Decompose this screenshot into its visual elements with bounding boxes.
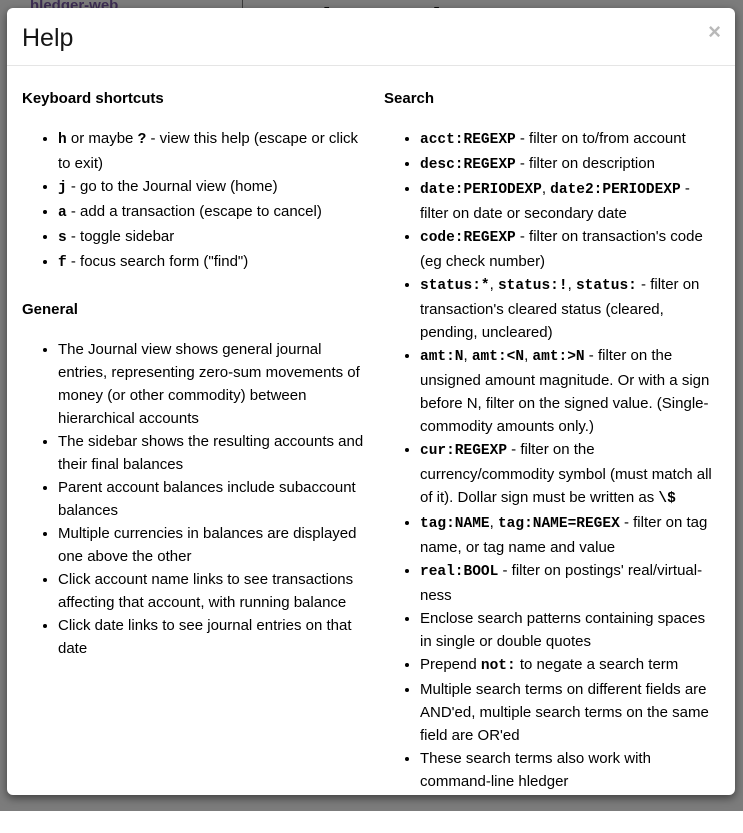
code-term: ? (137, 132, 147, 148)
code-term: date2:PERIODEXP (550, 182, 681, 198)
help-list-item (420, 653, 720, 678)
help-modal (7, 8, 735, 795)
help-list-item (420, 177, 720, 225)
help-list-item (58, 175, 370, 200)
item-text: , (489, 276, 498, 293)
code-term: code:REGEXP (420, 230, 516, 246)
help-list-item (58, 522, 370, 568)
code-term: desc:REGEXP (420, 157, 516, 173)
help-list-item (58, 250, 370, 275)
code-term: date:PERIODEXP (420, 182, 542, 198)
item-text: - filter on tag name, or tag name and value (420, 514, 708, 556)
keyboard-shortcuts-list (22, 127, 370, 275)
help-list-item (58, 200, 370, 225)
help-list-item (58, 568, 370, 614)
item-text: These search terms also work with command-line hledger (420, 750, 651, 790)
code-term: amt:N (420, 349, 464, 365)
item-text: or maybe (66, 130, 138, 147)
item-text: - add a transaction (escape to cancel) (66, 203, 322, 220)
code-term: not: (480, 658, 516, 674)
item-text: Enclose search patterns containing spaces in single or double quotes (420, 610, 706, 650)
item-text: - filter on date or secondary date (420, 180, 690, 222)
item-text: - view this help (escape or click to exit) (58, 130, 359, 172)
help-list-item (58, 225, 370, 250)
code-term: amt:<N (471, 349, 525, 365)
code-term: a (58, 205, 67, 221)
code-term: status: (575, 278, 637, 294)
section-heading-search: Search (384, 90, 435, 107)
modal-body (7, 66, 735, 833)
help-list-item (420, 678, 720, 747)
search-list (384, 127, 720, 793)
help-list-item (420, 225, 720, 273)
item-text: Click account name links to see transactions affecting that account, with running balance (58, 571, 354, 611)
code-term: status:* (420, 278, 490, 294)
help-list-item (420, 273, 720, 344)
help-list-item (420, 607, 720, 653)
item-text: Multiple currencies in balances are displayed one above the other (58, 525, 357, 565)
code-term: cur:REGEXP (420, 443, 508, 459)
code-term: s (58, 230, 67, 246)
item-text: , (567, 276, 576, 293)
item-text: - go to the Journal view (home) (66, 178, 278, 195)
item-text: to negate a search term (515, 656, 679, 673)
help-list-item (420, 559, 720, 607)
item-text: , (541, 180, 551, 197)
code-term: real:BOOL (420, 564, 499, 580)
item-text: - filter on transaction's code (eg check number) (420, 228, 703, 270)
item-text: - filter on the currency/commodity symbol (must match all of it). Dollar sign must be written as (420, 441, 712, 506)
item-text: - filter on postings' real/virtual-ness (420, 562, 703, 604)
help-list-item (420, 344, 720, 438)
item-text: Click date links to see journal entries on that date (58, 617, 352, 657)
item-text: Parent account balances include subaccount balances (58, 479, 356, 519)
help-list-item (420, 127, 720, 152)
help-left-column (22, 74, 370, 818)
item-text: - filter on the unsigned amount magnitude. Or with a sign before N, filter on the signed value. (Single-commodity amounts only.) (420, 347, 710, 435)
help-list-item (58, 430, 370, 476)
modal-header (7, 8, 735, 66)
item-text: , (524, 347, 533, 364)
code-term: f (58, 255, 67, 271)
close-icon: × (708, 19, 721, 44)
code-term: \$ (658, 491, 676, 507)
help-list-item (420, 747, 720, 793)
item-text: - filter on transaction's cleared status (cleared, pending, uncleared) (420, 276, 700, 341)
help-right-column (384, 74, 720, 818)
help-list-item (420, 511, 720, 559)
help-list-item (58, 338, 370, 430)
general-list (22, 338, 370, 660)
section-heading-keyboard-shortcuts: Keyboard shortcuts (22, 90, 164, 107)
close-button[interactable] (708, 21, 721, 43)
code-term: acct:REGEXP (420, 132, 516, 148)
item-text: The Journal view shows general journal entries, representing zero-sum movements of money (or other commodity) between hierarchical accounts (58, 341, 360, 427)
code-term: tag:NAME=REGEX (497, 516, 620, 532)
help-list-item (58, 476, 370, 522)
item-text: The sidebar shows the resulting accounts and their final balances (58, 433, 364, 473)
help-list-item (420, 438, 720, 511)
help-list-item (58, 614, 370, 660)
item-text: , (489, 514, 498, 531)
code-term: amt:>N (532, 349, 585, 365)
item-text: Prepend (420, 656, 481, 673)
code-term: tag:NAME (420, 516, 490, 532)
modal-title: Help (22, 24, 74, 52)
section-heading-general: General (22, 301, 78, 318)
item-text: - toggle sidebar (66, 228, 175, 245)
help-list-item (420, 152, 720, 177)
item-text: , (463, 347, 472, 364)
code-term: status:! (497, 278, 568, 294)
code-term: h (58, 132, 67, 148)
help-list-item (58, 127, 370, 175)
item-text: - filter on to/from account (515, 130, 686, 147)
item-text: - filter on description (515, 155, 655, 172)
item-text: - focus search form ("find") (66, 253, 249, 270)
item-text: Multiple search terms on different fields are AND'ed, multiple search terms on the same field are OR'ed (420, 681, 709, 744)
code-term: j (58, 180, 67, 196)
